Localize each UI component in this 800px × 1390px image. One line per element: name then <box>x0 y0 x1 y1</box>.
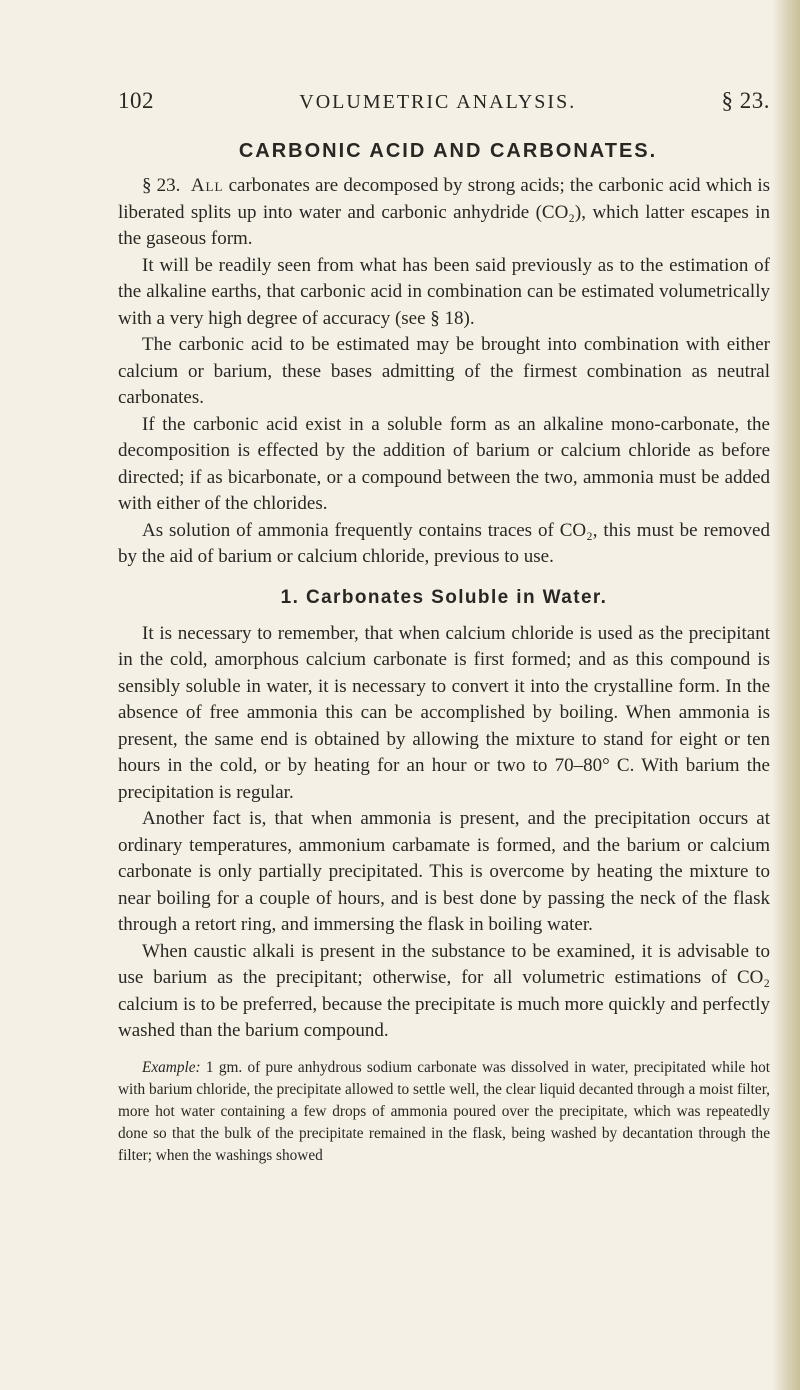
section-paragraph-1: It is necessary to remember, that when calcium chloride is used as the precipitant in the cold, amorphous calcium carbonate is first formed; and as this compound is sensibly soluble in water, it is necessary to convert it into the crystalline form. In the absence of free ammonia this can be accomplished by boiling. When ammonia is present, the same end is obtained by allowing the mixture to stand for eight or ten hours in the cold, or by heating for an hour or two to 70–80° C. With barium the precipitation is regular. <box>118 622 770 803</box>
section-mark: § 23. <box>142 175 181 196</box>
small-caps-lead: All <box>190 175 224 196</box>
section-paragraph-3: When caustic alkali is present in the substance to be examined, it is advisable to use barium as the precipitant; otherwise, for all volumetric estimations of CO₂ calcium is to be preferred, because the precipitate is much more quickly and perfectly washed than the barium compound. <box>118 940 770 1041</box>
paragraph-1 <box>118 173 770 253</box>
paragraph-1-text: carbonates are decomposed by strong acids; the carbonic acid which is liberated splits up into water and carbonic anhydride (CO₂), which latter escapes in the gaseous form. <box>118 175 771 249</box>
chapter-title: CARBONIC ACID AND CARBONATES. <box>238 140 658 162</box>
section-paragraph-2: Another fact is, that when ammonia is present, and the precipitation occurs at ordinary temperatures, ammonium carbamate is formed, and the barium or calcium carbonate is only partially precipitated. This is overcome by heating the mixture to near boiling for a couple of hours, and is best done by passing the neck of the flask through a retort ring, and immersing the flask in boiling water. <box>118 808 770 935</box>
page-number: 102 <box>118 88 154 113</box>
page-edge-shadow <box>772 0 800 1390</box>
example-block <box>118 1057 770 1167</box>
paragraph-4: If the carbonic acid exist in a soluble form as an alkaline mono-carbonate, the decomposition is effected by the addition of barium or calcium chloride as before directed; if as bicarbonate, or a compound between the two, ammonia must be added with either of the chlorides. <box>118 413 770 514</box>
running-header <box>118 88 770 114</box>
example-label: Example: <box>142 1058 201 1076</box>
section-reference: § 23. <box>721 88 770 113</box>
running-title: VOLUMETRIC ANALYSIS. <box>299 91 577 113</box>
book-page <box>118 88 770 1167</box>
paragraph-5: As solution of ammonia frequently contains traces of CO₂, this must be removed by the aid of barium or calcium chloride, previous to use. <box>118 519 770 567</box>
section-title: 1. Carbonates Soluble in Water. <box>280 586 608 608</box>
paragraph-3: The carbonic acid to be estimated may be brought into combination with either calcium or barium, these bases admitting of the firmest combination as neutral carbonates. <box>118 334 770 408</box>
example-text: 1 gm. of pure anhydrous sodium carbonate was dissolved in water, precipitated while hot with barium chloride, the precipitate allowed to settle well, the clear liquid decanted through a moist filter, more hot water containing a few drops of ammonia poured over the precipitate, which was repeatedly done so that the bulk of the precipitate remained in the flask, being washed by decantation through the filter; when the washings showed <box>118 1058 770 1164</box>
paragraph-2: It will be readily seen from what has been said previously as to the estimation of the alkaline earths, that carbonic acid in combination can be estimated volumetrically with a very high degree of accuracy (see § 18). <box>118 254 770 329</box>
